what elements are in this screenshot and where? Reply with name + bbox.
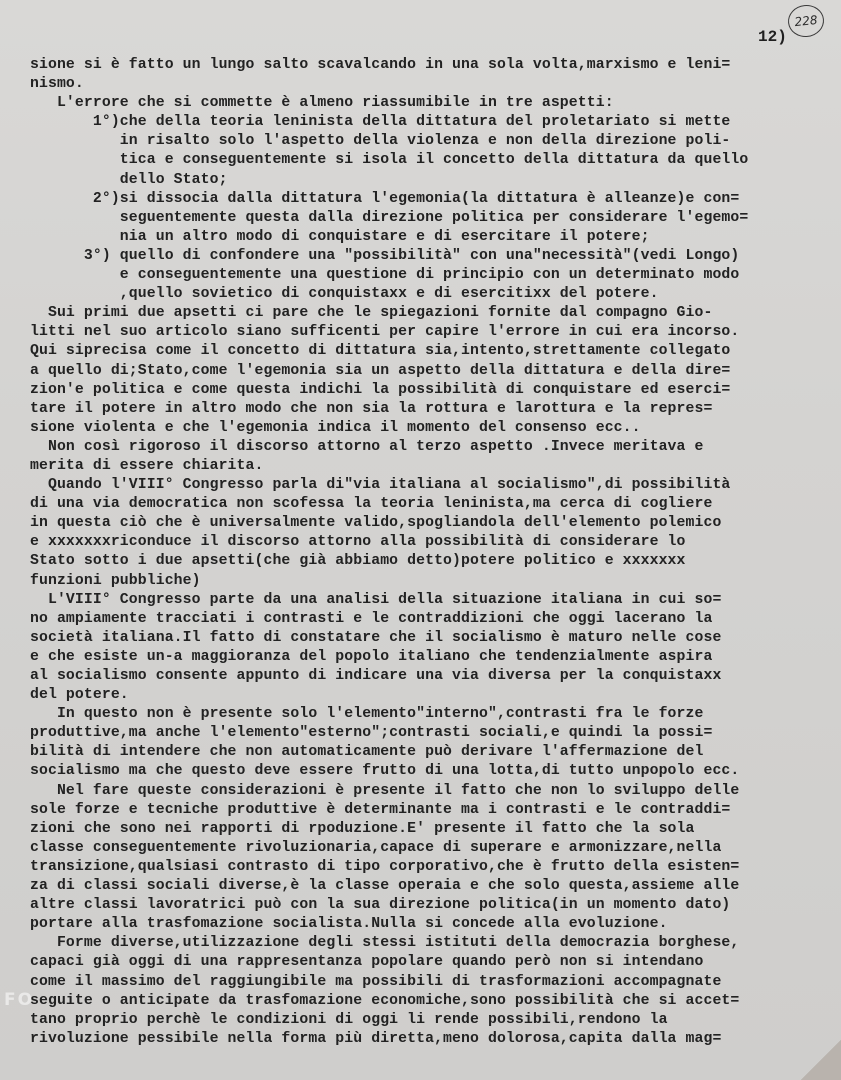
text-line: capaci già oggi di una rappresentanza popolare quando però non si intendano (30, 954, 704, 971)
text-line: Stato sotto i due apsetti(che già abbiamo detto)potere politico e xxxxxxx (30, 553, 686, 570)
text-line: L'errore che si commette è almeno riassumibile in tre aspetti: (30, 95, 614, 112)
text-line: rivoluzione pessibile nella forma più diretta,meno dolorosa,capita dalla mag= (30, 1030, 722, 1047)
text-line: Non così rigoroso il discorso attorno al terzo aspetto .Invece meritava e (30, 438, 704, 455)
text-line: 2°)si dissocia dalla dittatura l'egemonia(la dittatura è alleanze)e con= (30, 190, 740, 207)
text-line: In questo non è presente solo l'elemento"interno",contrasti fra le forze (30, 706, 704, 723)
text-line: in risalto solo l'aspetto della violenza e non della direzione poli- (30, 133, 731, 150)
text-line: del potere. (30, 687, 129, 704)
text-line: seguite o anticipate da trasfomazione economiche,sono possibilità che si accet= (30, 992, 740, 1009)
text-line: Forme diverse,utilizzazione degli stessi istituti della democrazia borghese, (30, 935, 740, 952)
text-line: sole forze e tecniche produttive è determinante ma i contrasti e le contraddi= (30, 801, 731, 818)
text-line: classe conseguentemente rivoluzionaria,capace di superare e armonizzare,nella (30, 839, 722, 856)
text-line: in questa ciò che è universalmente valido,spogliandola dell'elemento polemico (30, 515, 722, 532)
text-line: no ampiamente tracciati i contrasti e le contraddizioni che oggi lacerano la (30, 610, 713, 627)
text-line: nia un altro modo di conquistare e di esercitare il potere; (30, 228, 650, 245)
text-line: tare il potere in altro modo che non sia la rottura e larottura e la repres= (30, 400, 713, 417)
text-line: sione si è fatto un lungo salto scavalcando in una sola volta,marxismo e leni= (30, 57, 731, 73)
text-line: società italiana.Il fatto di constatare che il socialismo è maturo nelle cose (30, 629, 722, 646)
text-line: socialismo ma che questo deve essere frutto di una lotta,di tutto unpopolo ecc. (30, 763, 740, 780)
text-line: bilità di intendere che non automaticamente può derivare l'affermazione del (30, 744, 704, 761)
page-corner-fold (801, 1040, 841, 1080)
text-line: Nel fare queste considerazioni è presente il fatto che non lo sviluppo delle (30, 782, 740, 799)
text-line: zion'e politica e come questa indichi la possibilità di conquistare ed eserci= (30, 381, 731, 398)
text-line: Qui siprecisa come il concetto di dittatura sia,intento,strettamente collegato (30, 343, 731, 360)
text-line: Sui primi due apsetti ci pare che le spiegazioni fornite dal compagno Gio- (30, 305, 713, 322)
text-line: litti nel suo articolo siano sufficenti per capire l'errore in cui era incorso. (30, 324, 740, 341)
text-line: dello Stato; (30, 171, 228, 188)
archive-number-stamp: 228 (786, 3, 825, 39)
text-line: Quando l'VIII° Congresso parla di"via italiana al socialismo",di possibilità (30, 477, 731, 494)
text-line: altre classi lavoratrici può con la sua direzione politica(in un momento dato) (30, 897, 731, 914)
text-line: a quello di;Stato,come l'egemonia sia un aspetto della dittatura e della dire= (30, 362, 731, 379)
text-line: portare alla trasfomazione socialista.Nulla si concede alla evoluzione. (30, 916, 668, 933)
text-line: nismo. (30, 76, 84, 93)
text-line: e che esiste un-a maggioranza del popolo italiano che tendenzialmente aspira (30, 648, 713, 665)
text-line: ,quello sovietico di conquistaxx e di esercitixx del potere. (30, 286, 659, 303)
text-line: sione violenta e che l'egemonia indica il momento del consenso ecc.. (30, 419, 641, 436)
text-line: di una via democratica non scofessa la teoria leninista,ma cerca di cogliere (30, 496, 713, 513)
text-line: L'VIII° Congresso parte da una analisi della situazione italiana in cui so= (30, 591, 722, 608)
text-line: za di classi sociali diverse,è la classe operaia e che solo questa,assieme alle (30, 878, 740, 895)
archive-watermark: FO (4, 990, 35, 1010)
text-line: tano proprio perchè le condizioni di oggi li rende possibili,rendono la (30, 1011, 668, 1028)
text-line: seguentemente questa dalla direzione politica per considerare l'egemo= (30, 209, 749, 226)
text-line: zioni che sono nei rapporti di rpoduzione.E' presente il fatto che la sola (30, 820, 695, 837)
text-line: produttive,ma anche l'elemento"esterno";contrasti sociali,e quindi la possi= (30, 725, 713, 742)
text-line: transizione,qualsiasi contrasto di tipo corporativo,che è frutto della esisten= (30, 858, 740, 875)
text-line: al socialismo consente appunto di indicare una via diversa per la conquistaxx (30, 668, 722, 684)
typewritten-body (30, 56, 825, 1049)
text-line: e xxxxxxxriconduce il discorso attorno alla possibilità di considerare lo (30, 534, 686, 551)
text-line: 1°)che della teoria leninista della dittatura del proletariato si mette (30, 114, 731, 131)
page-number: 12) (758, 28, 787, 46)
text-line: merita di essere chiarita. (30, 457, 264, 474)
text-line: 3°) quello di confondere una "possibilità" con una"necessità"(vedi Longo) (30, 247, 740, 264)
text-line: tica e conseguentemente si isola il concetto della dittatura da quello (30, 152, 749, 169)
text-line: e conseguentemente una questione di principio con un determinato modo (30, 267, 740, 284)
text-line: come il massimo del raggiungibile ma possibili di trasformazioni accompagnate (30, 973, 722, 990)
text-line: funzioni pubbliche) (30, 572, 201, 589)
